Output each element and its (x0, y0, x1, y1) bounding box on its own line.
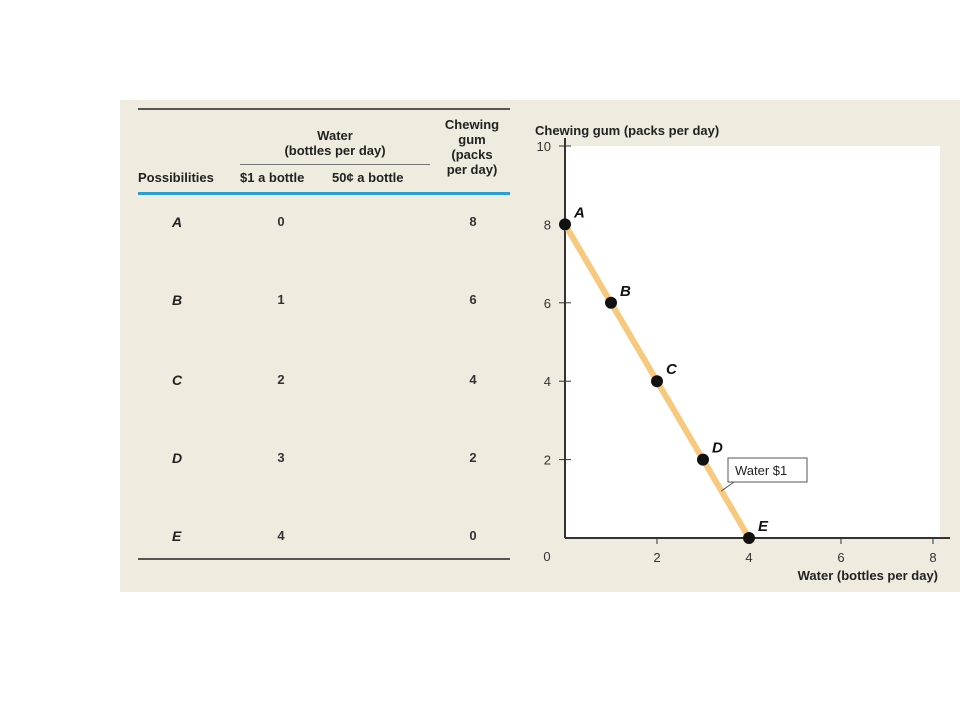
point-label-c: C (666, 361, 677, 379)
annotation-label: Water $1 (735, 463, 788, 478)
table-cell-gum: 4 (469, 372, 477, 387)
table-cell-water: 2 (277, 372, 285, 387)
point-label-a: A (574, 204, 585, 222)
x-tick-label: 2 (653, 550, 661, 565)
y-tick-label: 4 (543, 374, 551, 390)
gum-header-line4: per day) (446, 162, 498, 177)
gum-header-line3: (packs (451, 147, 493, 162)
table-row-label: E (172, 528, 182, 544)
origin-label: 0 (543, 549, 551, 564)
y-tick-label: 8 (543, 217, 551, 233)
data-point-e (743, 532, 755, 544)
table-row-label: A (172, 214, 183, 230)
data-point-a (559, 218, 571, 230)
y-tick-label: 6 (543, 295, 551, 311)
data-point-b (605, 297, 617, 309)
water-group-underline (240, 164, 430, 165)
table-cell-gum: 6 (469, 292, 477, 307)
table-cell-gum: 2 (469, 450, 477, 465)
y-tick-label: 2 (543, 452, 551, 468)
water-group-header (240, 128, 430, 158)
table-row-label: D (172, 450, 183, 466)
col-header-1-dollar: $1 a bottle (240, 170, 305, 185)
table-row-label: C (172, 372, 183, 388)
gum-header (432, 117, 512, 177)
y-axis-label: Chewing gum (packs per day) (535, 123, 720, 138)
col-header-50-cents: 50¢ a bottle (332, 170, 404, 185)
point-label-e: E (758, 518, 769, 535)
header-blue-rule (138, 192, 510, 195)
x-tick-label: 8 (929, 550, 937, 565)
y-tick-label: 10 (536, 139, 551, 154)
x-tick-label: 6 (837, 550, 845, 565)
table-cell-water: 1 (277, 292, 285, 307)
table-top-rule (138, 108, 510, 110)
x-axis-label: Water (bottles per day) (797, 568, 938, 583)
table-cell-gum: 8 (469, 214, 477, 229)
table-row-label: B (172, 292, 183, 308)
x-tick-label: 4 (745, 550, 753, 565)
data-point-c (651, 375, 663, 387)
data-point-d (697, 454, 709, 466)
table-bottom-rule (138, 558, 510, 560)
possibilities-header: Possibilities (138, 170, 214, 185)
production-possibilities-chart (520, 108, 950, 588)
table-cell-water: 4 (277, 528, 285, 543)
gum-header-line2: gum (458, 132, 486, 147)
water-group-title: Water (317, 128, 353, 143)
water-group-subtitle: (bottles per day) (284, 143, 386, 158)
table-cell-gum: 0 (469, 528, 477, 543)
table-cell-water: 0 (277, 214, 285, 229)
gum-header-line1: Chewing (444, 117, 500, 132)
table-cell-water: 3 (277, 450, 285, 465)
point-label-d: D (712, 439, 723, 457)
point-label-b: B (620, 282, 631, 300)
